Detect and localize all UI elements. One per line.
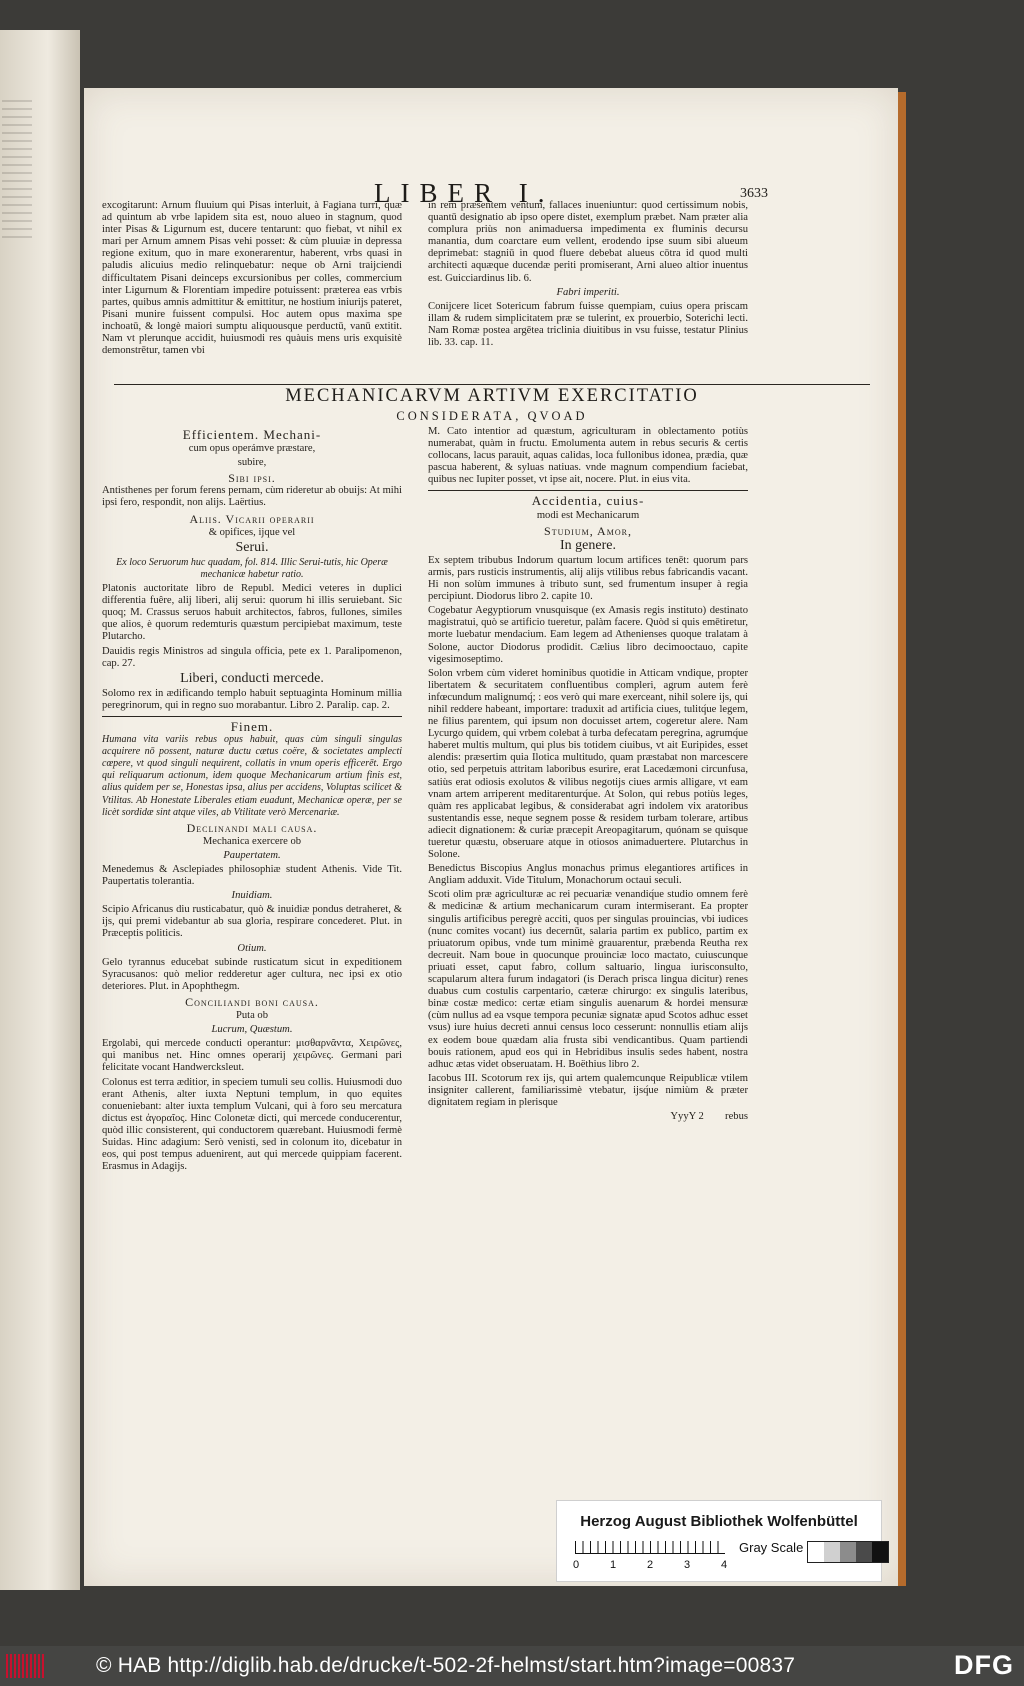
puta-ob-line: Puta ob (235, 1010, 269, 1022)
lower-left-column (102, 426, 402, 1175)
antisthenes-paragraph: Antisthenes per forum ferens pernam, cùm rideretur ab obuijs: At mihi ipsi fero, respondit, non alijs. Laërtius. (102, 485, 402, 509)
library-color-card (556, 1500, 882, 1582)
iacobus-paragraph: Iacobus III. Scotorum rex ijs, qui artem qualemcunque Reipublicæ vtilem insigniter callerent, familiarissimè vtebatur, ijsq́ue nimiùm & præter dignitatem regiam in plerisque (428, 1072, 748, 1108)
grayscale-swatch (872, 1542, 888, 1562)
efficientem-sub1: cum opus operámve præstare, (188, 443, 316, 455)
lucrum-heading: Lucrum, Quæstum. (211, 1024, 293, 1036)
solomo-paragraph: Solomo rex in ædificando templo habuit septuaginta Hominum millia peregrinorum, qui in regno suo morabantur. Libro 2. Paralip. cap. 2. (102, 687, 402, 711)
section-rule-top (114, 384, 870, 385)
ruler-number-4: 4 (721, 1559, 728, 1571)
ruler-number-1: 1 (610, 1559, 617, 1571)
ergolabi-paragraph: Ergolabi, qui mercede conducti operantur: μισθαρνᾶντα, Χειρῶνες, qui manibus net. Hinc omnes operarij χειρῶνες. Germani pari felicitate vocant Handwercksleut. (102, 1038, 402, 1074)
ex-septem-paragraph: Ex septem tribubus Indorum quartum locum artifices tenēt: quorum pars armis, pars rusticis instrumentis, alij alijs vtilibus rebus fabricandis vacant. Hi non solùm immunes à tributo sunt, sed frumentum insuper à regia percipiunt. Diodorus libro 2. capite 10. (428, 554, 748, 603)
top-left-column (102, 200, 402, 359)
column-rule (102, 716, 402, 717)
ruler-ticks (575, 1541, 725, 1554)
otium-heading: Otium. (237, 942, 267, 954)
dfg-logo: DFG (954, 1650, 1014, 1680)
sibi-ipsi-heading: Sibi ipsi. (228, 471, 276, 486)
platonis-paragraph: Platonis auctoritate libro de Republ. Medici veteres in duplici differentia fuêre, alij liberi, alij serui: quorum hi illis seruiebant. Sic quoq; M. Crassus seruos habuit architectos, fabros, fullones, similes que alios, è quorum redemturis quæstum percipiebat maximum, teste Plutarcho. (102, 583, 402, 643)
menedemus-paragraph: Menedemus & Asclepiades philosophiæ student Athenis. Vide Tit. Paupertatis tolerantia. (102, 864, 402, 888)
grayscale-label: Gray Scale (739, 1540, 804, 1555)
signature-mark: YyyY 2 (670, 1111, 704, 1123)
library-name: Herzog August Bibliothek Wolfenbüttel (580, 1513, 858, 1530)
fabri-heading: Fabri imperiti. (556, 286, 620, 298)
grayscale-swatch (840, 1542, 856, 1562)
scale-ruler (573, 1541, 728, 1571)
opifices-line: & opifices, ijque vel (208, 526, 296, 538)
column-rule-right (428, 490, 748, 491)
benedictus-paragraph: Benedictus Biscopius Anglus monachus primus elegantiores artifices in Angliam adduxit. Vide Titulum, Monachorum octaui seculi. (428, 863, 748, 887)
page-number: 3633 (740, 186, 768, 201)
previous-page-marginalia (2, 100, 32, 240)
hab-logo-icon (6, 1654, 44, 1678)
aliis-vicarii-heading: Aliis. Vicarii operarii (189, 511, 315, 526)
grayscale-swatch (856, 1542, 872, 1562)
in-genere-heading: In genere. (560, 537, 616, 553)
accidentia-heading: Accidentia, cuius- (531, 493, 645, 509)
mcato-paragraph: M. Cato intentior ad quæstum, agriculturam in oblectamento potiùs numerabat, quàm in fructu. Emolumenta autem in rebus securis & certis collocans, lacus parauit, aquas calidas, loca fullonibus idonea, prædia, quæ pascua haberent, & syluas natiuas. vnde magnum compendium faciebat, quibus nec Iupiter posset, vt ipse ait, nocere. Plut. in eius vita. (428, 426, 748, 486)
running-title: LIBER I. (374, 178, 555, 208)
top-right-column (428, 200, 748, 351)
footer-bar (0, 1646, 1024, 1686)
page-edge-stain (898, 92, 906, 1586)
book-page (84, 88, 898, 1586)
grayscale-swatch (808, 1542, 824, 1562)
declinandi-heading: Declinandi mali causa. (186, 820, 318, 835)
liberi-heading: Liberi, conducti mercede. (180, 670, 324, 686)
efficientem-heading: Efficientem. Mechani- (182, 427, 322, 442)
right-top-paragraph: in rem præsentem ventum, fallaces inueniuntur: quod certissimum nobis, quantū designatio ab ipso opere distet, exemplum præbet. Nam præter alia complura priùs non animaduersa impedimenta ex fluminis decursu manantia, dum coarctare eum vellent, erodendo ipse suum sibi alueum deprimebat: stagniū in quod fluere debebat alueus cōtra id quod multi architecti aquæque ducendæ periti promiserant, Arni alueo altior inuentus est. Guicciardinus lib. 6. (428, 200, 748, 284)
fabri-paragraph: Conijcere licet Sotericum fabrum fuisse quempiam, cuius opera priscam illam & rudem simplicitatem præ se tulerint, ex prouerbio, Soterichi lecti. Nam Romæ postea argētea triclinia diuitibus in vsu fuisse, testatur Plinius lib. 33. cap. 11. (428, 300, 748, 349)
grayscale-swatch (824, 1542, 840, 1562)
cogebatur-paragraph: Cogebatur Aegyptiorum vnusquisque (ex Amasis regis instituto) destinato magistratui, quò se artificio tueretur, palàm facere. Quòd si quis emētiretur, morte luebatur mendacium. Eam legem ad Athenienses quoque tralatam à Solone, auctor Diodorus prodidit. Cælius libro decimooctauo, capite vigesimoseptimo. (428, 605, 748, 665)
mechanica-exercere-line: Mechanica exercere ob (202, 835, 302, 847)
servi-heading: Serui. (235, 539, 269, 555)
lower-right-column (428, 426, 748, 1125)
signature-line (428, 1111, 748, 1123)
catchword: rebus (725, 1111, 748, 1123)
studium-heading: Studium, Amor, (544, 523, 632, 538)
efficientem-sub2: subire, (237, 457, 267, 469)
colonus-paragraph: Colonus est terra æditior, in speciem tumuli seu collis. Huiusmodi duo erant Athenis, alter iuxta Neptuni templum, in quo equites conueniebant: alter iuxta templum Vulcani, qui à foro seu mercatura dictus est ἀγοραῖος. Hinc Colonetæ dicti, qui mercede conducerentur, quòd illic consisterent, qui conductorem quærebant. Huiusmodi fermè Suidas. Hinc adagium: Serò venisti, sed in colonum ito, dicebatur in eos, qui post tempus aduenirent, aut qui mercede quippiam facerent. Erasmus in Adagijs. (102, 1076, 402, 1173)
finem-note: Humana vita variis rebus opus habuit, quas cùm singuli singulas acquirere nō possent, naturæ ductu cætus coëre, & societates amplecti cœpere, vt quod singuli nequirent, collatis in vnum operis efficerēt. Ergo qui reliquarum actionum, idem quoque Mechanicarum artium finis est, alius quidem per se, Honestas ipsa, alius per accidens, Voluptas scilicet & Vtilitas. Ab Honestate Liberales etiam euadunt, Mechanicæ operæ, per se licèt sordidæ sint atque viles, ab Vtilitate verò Mercenariæ. (102, 734, 402, 818)
gelo-paragraph: Gelo tyrannus educebat subinde rusticatum sicut in expeditionem Syracusanos: quò melior redderetur ager cultura, nec ipsi ex otio deteriores. Plut. in Apophthegm. (102, 956, 402, 992)
ruler-number-2: 2 (647, 1559, 654, 1571)
solon-paragraph: Solon vrbem cùm videret hominibus quotidie in Atticam vndique, propter libertatem & securitatem confluentibus compleri, agrum autem ferè infœcundum malignumq́; : eos verò qui mare exerceant, nihil solere ijs, qui nihil reddere habeant, importare: traduxit ad artificia ciues, tulitq́ue legem, ne filius parentem, qui ipsum non docuisset artem, cogeretur alere. Nam Lycurgo quidem, qui vrbem colebat à turba defecatam peregrina, agrumq́ue haberet multis multum, qui plus bis totidem ciuibus, vt ait Euripides, esset alendis: præsertim quia Ilotica multitudo, quam præstabat non marcescere otio, sed perpetuis attritam laboribus esurire, erat Lacedæmoni circunfusa, satiùs erat odiosis exolutos & vilibus negotijs ciues armis alligare, vt eam vnam artem arriperent meditarenturq́ue. At Solon, qui rebus potiùs leges, quàm res applicabat legibus, & considerabat agri indolem vix aratoribus sustentandis esse, neque segnem posse & residem turbam tolerare, artibus adiecit dignationem: & curiæ præcepit Areopagitarum, quónam se quisque tueretur quæstu, obseruare atque in otiosos animaduertere. Plutarchus in Solone. (428, 667, 748, 861)
left-top-paragraph: excogitarunt: Arnum fluuium qui Pisas interluit, à Fagiana turri, quæ ad quintum ab vrbe lapidem sita est, nouo alueo in stagnum, quod inter Pisas & Ligurnum est, ducere tentarunt: quo fiebat, vt nihil ex mari per Arnum amnem Pisas vehi posset: & cùm pluuiæ in depressa regione exitum, quo in mare exonerarentur, haberent, vrbs quasi in paludis alicuius medio relinquebatur: neque ob Arni traijciendi difficultatem Pisani deinceps excursionibus per colles, commercium inter Ligurnum & Florentiam impedire potuissent: præterea eas vrbis partes, quibus amnis admittitur & emittitur, ne hostium iniurijs pateret, Pisani munire fuissent compulsi. Hoc autem opus maxima spe inchoatū, & longè maiori sumptu aliquousque perductū, vanū extitit. Nam vt plerunque accidit, huiusmodi res quàuis mens uris exquisitè demonstrētur, tamen vbi (102, 200, 402, 357)
ruler-number-3: 3 (684, 1559, 691, 1571)
conciliandi-heading: Conciliandi boni causa. (185, 994, 319, 1009)
modi-est-line: modi est Mechanicarum (536, 509, 640, 521)
davidis-paragraph: Dauidis regis Ministros ad singula officia, pete ex 1. Paralipomenon, cap. 27. (102, 645, 402, 669)
grayscale-swatches (807, 1541, 889, 1563)
inuidiam-heading: Inuidiam. (231, 890, 273, 902)
paupertatem-heading: Paupertatem. (223, 849, 281, 861)
footer-copyright-link[interactable]: © HAB http://diglib.hab.de/drucke/t-502-2f-helmst/start.htm?image=00837 (96, 1654, 796, 1677)
ruler-number-0: 0 (573, 1559, 580, 1571)
previous-page-edge (0, 30, 80, 1590)
section-title: MECHANICARVM ARTIVM EXERCITATIO (285, 386, 699, 406)
finem-heading: Finem. (230, 718, 274, 734)
scipio-paragraph: Scipio Africanus diu rusticabatur, quò & inuidiæ pondus detraheret, & ijs, qui premi videbantur ab sua gloria, respirare concederet. Plut. in Præceptis politicis. (102, 904, 402, 940)
scoti-paragraph: Scoti olim præ agriculturæ ac rei pecuariæ venandiq́ue studio omnem ferè & medicinæ & artium mechanicarum curam intermiserant. Ea propter singulis artificibus peregrè acciti, quos per singulas prouincias, vbi iudices (nunc comites vocant) ius decernūt, salaria partim ex publico, partim ex priuatorum opibus, vnde tum minimè grauarentur, præbenda Reutha rex decreuit. Nam boue in quocunque prouinciæ loco mactato, cuiuscunque priuati esset, caput fabro, collum saltuario, lingua iurisconsulto, scapularum altera furum indagatori (is Derach prisca lingua dicitur) renes duabus cum costulis carpentario, cæteræ chirurgo: ex singulis lateribus, binæ costæ medico: certæ etiam singulis auenarum & hordei mensuræ (cùm nullus ad ea vsque tempora pecuniæ signatæ apud Scotos adhuc esset vsus) iure huius decreti annui census loco cesserunt: nonnullis etiam alijs ex eodem boue quædam alia frusta sibi vendicantibus. Quam partiendi bouis rationem, apud eos qui in Hebridibus insulis sedes habent, nostra adhuc ætas videt obseruatam. H. Boëthius libro 2. (428, 889, 748, 1070)
section-subtitle: CONSIDERATA, QVOAD (396, 409, 588, 423)
servi-note: Ex loco Seruorum huc quadam, fol. 814. Illic Serui-tutis, hic Operæ mechanicæ habetur ratio. (116, 556, 388, 580)
